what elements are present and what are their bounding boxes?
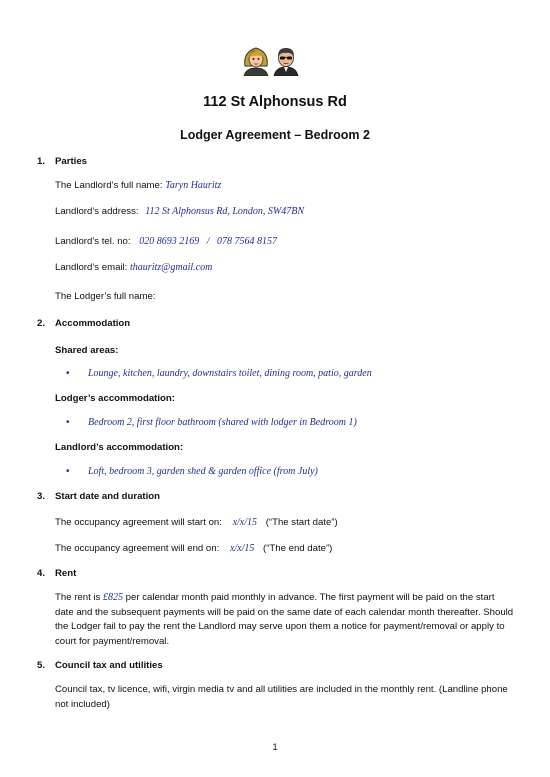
start-date-suffix: (“The start date”) (265, 517, 338, 528)
landlord-tel-row (55, 236, 277, 247)
landlord-accommodation-label: Landlord’s accommodation: (55, 442, 184, 453)
section-number: 2. (37, 318, 46, 329)
landlord-accommodation-value: Loft, bedroom 3, garden shed & garden office (from July) (88, 466, 318, 477)
landlord-address-row (55, 206, 304, 217)
bullet: • (66, 466, 70, 477)
document-subtitle: Lodger Agreement – Bedroom 2 (180, 128, 370, 142)
end-date-row (55, 543, 332, 554)
council-tax-paragraph: Council tax, tv licence, wifi, virgin media tv and all utilities are included in the monthly rent. (Landline phone not included) (55, 684, 508, 710)
lodger-accommodation-label: Lodger’s accommodation: (55, 393, 175, 404)
landlord-name-value: Taryn Hauritz (165, 180, 222, 191)
section-title-parties: Parties (55, 156, 87, 167)
section-number: 4. (37, 568, 46, 579)
end-date-value: x/x/15 (229, 543, 255, 554)
lodger-name-label: The Lodger’s full name: (55, 291, 156, 302)
section-title-start-date: Start date and duration (55, 491, 161, 502)
female-avatar-icon (241, 44, 271, 76)
page-number: 1 (272, 742, 278, 753)
start-date-row (55, 517, 338, 528)
landlord-name-label: The Landlord’s full name: (55, 180, 163, 191)
landlord-tel-value: 020 8693 2169 / 078 7564 8157 (139, 236, 278, 247)
end-date-label: The occupancy agreement will end on: (55, 543, 220, 554)
shared-areas-label: Shared areas: (55, 345, 119, 356)
bullet: • (66, 368, 70, 379)
section-title-rent: Rent (55, 568, 77, 579)
rent-paragraph (55, 591, 515, 649)
section-title-council-tax: Council tax and utilities (55, 660, 163, 671)
lodger-accommodation-value: Bedroom 2, first floor bathroom (shared with lodger in Bedroom 1) (88, 417, 357, 428)
bullet: • (66, 417, 70, 428)
shared-areas-value: Lounge, kitchen, laundry, downstairs toilet, dining room, patio, garden (88, 368, 372, 379)
section-title-accommodation: Accommodation (55, 318, 131, 329)
landlord-email-row (55, 262, 212, 273)
landlord-email-label: Landlord’s email: (55, 262, 128, 273)
document-title: 112 St Alphonsus Rd (203, 94, 347, 110)
section-number: 1. (37, 156, 46, 167)
landlord-name-row (55, 180, 221, 191)
landlord-email-value: thauritz@gmail.com (130, 262, 213, 273)
male-avatar-icon (271, 44, 301, 76)
start-date-value: x/x/15 (232, 517, 258, 528)
landlord-address-label: Landlord’s address: (55, 206, 139, 217)
rent-amount: £825 (103, 592, 123, 603)
rent-text-before: The rent is (55, 592, 103, 603)
section-number: 5. (37, 660, 46, 671)
start-date-label: The occupancy agreement will start on: (55, 517, 222, 528)
landlord-tel-label: Landlord’s tel. no: (55, 236, 131, 247)
rent-text-after: per calendar month paid monthly in advance. The first payment will be paid on the start date and the subsequent payments will be paid on the same date of each calendar month thereafter. Should the Lodger fail to pay the rent the Landlord may serve upon them a notice for payment/removal or apply to court for payment/removal. (55, 592, 514, 647)
landlord-address-value: 112 St Alphonsus Rd, London, SW47BN (145, 206, 305, 217)
end-date-suffix: (“The end date”) (263, 543, 333, 554)
section-number: 3. (37, 491, 46, 502)
